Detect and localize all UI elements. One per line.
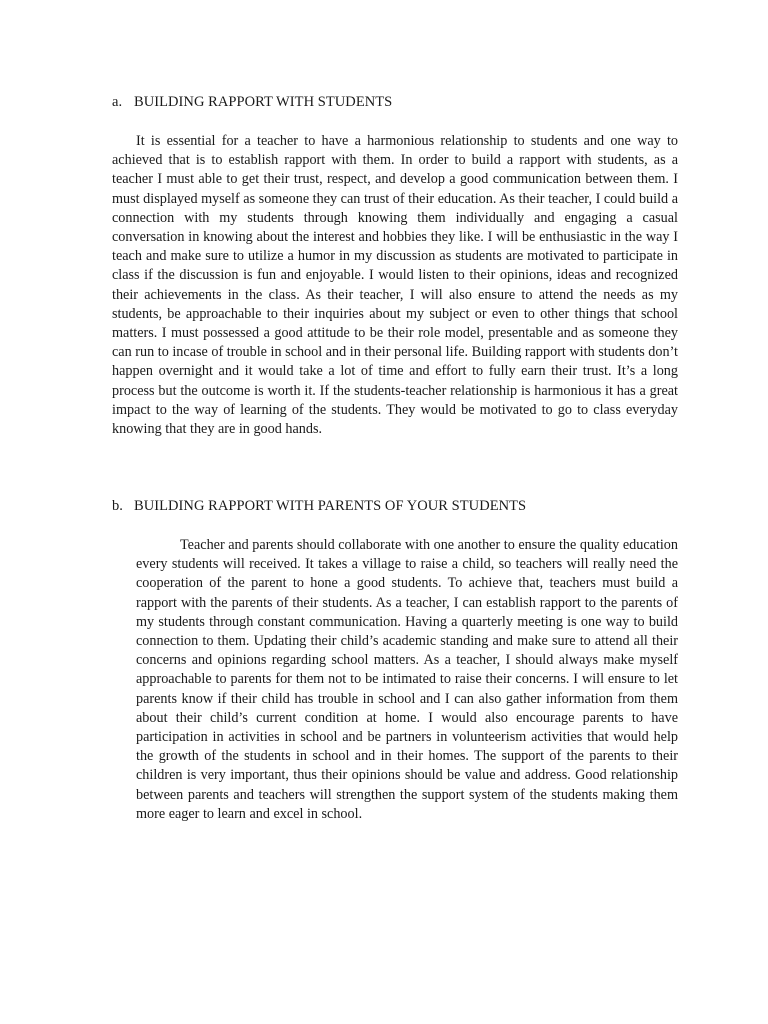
section-marker: b. xyxy=(112,498,123,514)
section-title: BUILDING RAPPORT WITH STUDENTS xyxy=(134,94,393,110)
section-paragraph: Teacher and parents should collaborate with one another to ensure the quality education every students will received. It takes a village to raise a child, so teachers will really need the cooperation of the parent to hone a good students. To achieve that, teachers must build a rapport with the parents of their students. As a teacher, I can establish rapport to the parents of my students through constant communication. Having a quarterly meeting is one way to build connection to them. Updating their child’s academic standing and make sure to attend all their concerns and opinions regarding school matters. As a teacher, I should always make myself approachable to parents for them not to be intimated to raise their concerns. I will ensure to let parents know if their child has trouble in school and I can also gather information from them about their child’s current condition at home. I would also encourage parents to have participation in activities in school and be partners in volunteerism activities that would help the growth of the students in school and in their homes. The support of the parents to their children is very important, thus their opinions should be value and address. Good relationship between parents and teachers will strengthen the support system of the students making them more eager to learn and excel in school. xyxy=(136,537,678,822)
section-heading xyxy=(112,93,392,112)
section-title: BUILDING RAPPORT WITH PARENTS OF YOUR STUDENTS xyxy=(134,498,527,514)
section-heading xyxy=(112,497,526,516)
section-paragraph: It is essential for a teacher to have a harmonious relationship to students and one way to achieved that is to establish rapport with them. In order to build a rapport with students, as a teacher I must able to get their trust, respect, and develop a good communication between them. I must displayed myself as someone they can trust of their education. As their teacher, I could build a connection with my students through knowing them individually and engaging a casual conversation in knowing about the interest and hobbies they like. I will be enthusiastic in the way I teach and make sure to utilize a humor in my discussion as students are motivated to participate in class if the discussion is fun and enjoyable. I would listen to their opinions, ideas and recognized their achievements in the class. As their teacher, I will also ensure to attend the needs as my students, be approachable to their inquiries about my subject or even to other things that school matters. I must possessed a good attitude to be their role model, presentable and as someone they can run to incase of trouble in school and in their personal life. Building rapport with students don’t happen overnight and it would take a lot of time and effort to fully earn their trust. It’s a long process but the outcome is worth it. If the students-teacher relationship is harmonious it has a great impact to the way of learning of the students. They would be motivated to go to class everyday knowing that they are in good hands. xyxy=(112,133,678,438)
section-marker: a. xyxy=(112,94,123,110)
